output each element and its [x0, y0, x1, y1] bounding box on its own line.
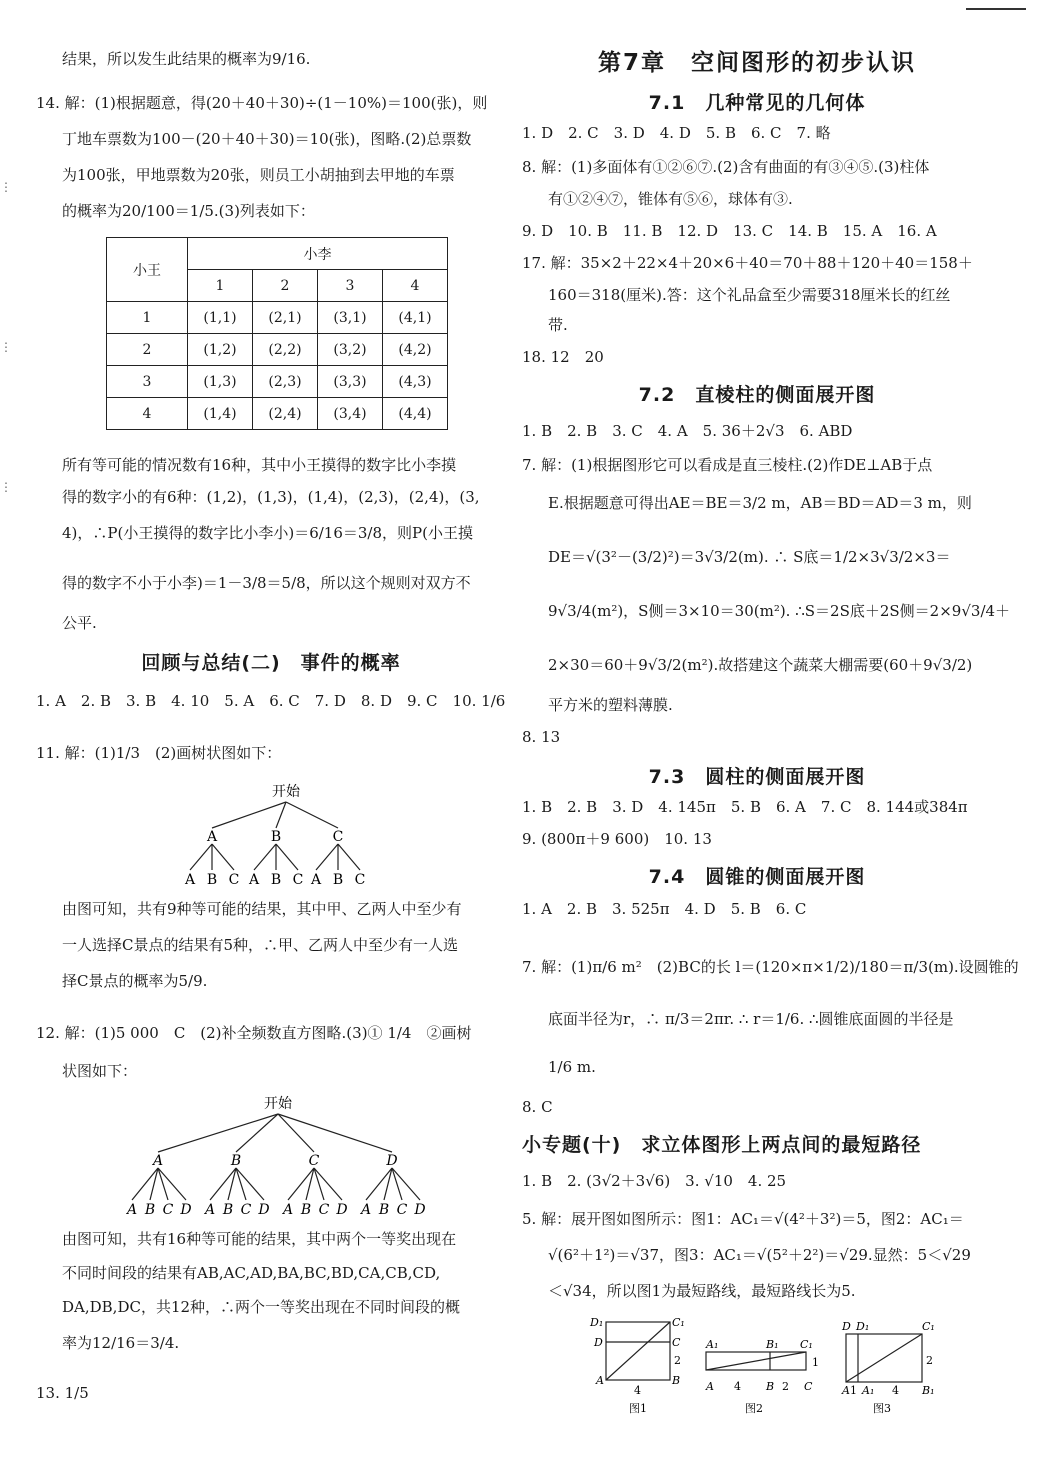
tree-leaf: C [228, 872, 240, 888]
q7-line: 2×30＝60＋9√3/2(m²).故搭建这个蔬菜大棚需要(60＋9√3/2) [548, 656, 973, 674]
q5-line: ＜√34，所以图1为最短路线，最短路线长为5. [548, 1282, 856, 1300]
table-cell: (2,1) [253, 302, 318, 334]
table-conclusion: 4)，∴P(小王摸得的数字比小李小)＝6/16＝3/8，则P(小王摸 [62, 524, 473, 542]
figure-label: 图3 [873, 1402, 891, 1415]
table-col: 1 [188, 270, 253, 302]
table-conclusion: 得的数字小的有6种：(1,2)，(1,3)，(1,4)，(2,3)，(2,4)，(3, [62, 488, 480, 506]
table-corner: 小王 [107, 238, 188, 302]
tree-node: D [386, 1153, 398, 1169]
table-col: 2 [253, 270, 318, 302]
tree-node: B [270, 829, 282, 845]
q13-line: 13. 1/5 [36, 1384, 89, 1402]
tree-leaf: C [354, 872, 366, 888]
tree-leaf: C [162, 1202, 174, 1218]
svg-text:A₁: A₁ [706, 1338, 719, 1351]
tree-node: C [308, 1153, 320, 1169]
probability-table [106, 237, 448, 430]
review-title: 回顾与总结(二) 事件的概率 [141, 652, 401, 674]
svg-text:C: C [804, 1380, 813, 1393]
tree-leaf: C [240, 1202, 252, 1218]
edge-fragment: ⋮ [0, 340, 12, 354]
tree-leaf: D [336, 1202, 348, 1218]
q5-line: √(6²＋1²)＝√37，图3：AC₁＝√(5²＋2²)＝√29.显然：5＜√29 [548, 1246, 971, 1264]
svg-text:2: 2 [782, 1380, 789, 1393]
q8-line: 8. 13 [522, 728, 561, 746]
svg-text:2: 2 [926, 1354, 933, 1367]
svg-text:4: 4 [734, 1380, 741, 1393]
q17-line: 17. 解：35×2＋22×4＋20×6＋40＝70＋88＋120＋40＝158＋ [522, 254, 973, 272]
review-answers: 1. A 2. B 3. B 4. 10 5. A 6. C 7. D 8. D 9. C 10. 1/6 [36, 692, 506, 710]
tree-node: A [152, 1153, 164, 1169]
q7-line: 底面半径为r，∴ π/3＝2πr. ∴ r＝1/6. ∴圆锥底面圆的半径是 [548, 1010, 954, 1028]
tree-leaf: A [282, 1202, 294, 1218]
svg-text:1: 1 [850, 1384, 857, 1397]
tree-node: B [230, 1153, 242, 1169]
svg-text:C: C [672, 1336, 681, 1349]
svg-text:B₁: B₁ [766, 1338, 779, 1351]
table-col-header: 小李 [188, 238, 448, 270]
svg-text:4: 4 [892, 1384, 899, 1397]
q7-line: 平方米的塑料薄膜. [548, 696, 673, 714]
tree-leaf: D [258, 1202, 270, 1218]
tree-node: A [206, 829, 218, 845]
q8-line: 有①②④⑦，锥体有⑤⑥，球体有③. [548, 190, 793, 208]
figure-label: 图2 [745, 1402, 763, 1415]
q7-line: 7. 解：(1)π/6 m² (2)BC的长 l＝(120×π×1/2)/180＝π/3(m).设圆锥的 [522, 958, 1019, 976]
tree-leaf: A [360, 1202, 372, 1218]
q12-conclusion: 由图可知，共有16种等可能的结果，其中两个一等奖出现在 [62, 1230, 457, 1248]
topic-title: 小专题(十) 求立体图形上两点间的最短路径 [522, 1134, 922, 1156]
q14-line: 丁地车票数为100－(20＋40＋30)＝10(张)，图略.(2)总票数 [62, 130, 472, 148]
table-cell: (4,2) [383, 334, 448, 366]
table-cell: (2,3) [253, 366, 318, 398]
svg-text:C₁: C₁ [800, 1338, 813, 1351]
tree-root: 开始 [264, 1096, 292, 1112]
section-7-4-title: 7.4 圆锥的侧面展开图 [648, 866, 866, 888]
corner-mark [966, 8, 1026, 13]
answers: 1. A 2. B 3. 525π 4. D 5. B 6. C [522, 900, 807, 918]
tree-leaf: A [310, 872, 322, 888]
figure-label: 图1 [629, 1402, 647, 1415]
svg-text:A: A [706, 1380, 714, 1393]
q12-conclusion: 率为12/16＝3/4. [62, 1334, 180, 1352]
tree-leaf: B [222, 1202, 234, 1218]
table-conclusion: 得的数字不小于小李)＝1－3/8＝5/8，所以这个规则对双方不 [62, 574, 471, 592]
tree-leaf: B [144, 1202, 156, 1218]
table-cell: (1,3) [188, 366, 253, 398]
intro-line: 结果，所以发生此结果的概率为9/16. [62, 50, 311, 68]
tree-leaf: A [248, 872, 260, 888]
tree-leaf: C [292, 872, 304, 888]
answers: 1. B 2. B 3. C 4. A 5. 36＋2√3 6. ABD [522, 422, 853, 440]
q7-line: 9√3/4(m²)，S侧＝3×10＝30(m²). ∴S＝2S底＋2S侧＝2×9√3/4＋ [548, 602, 1011, 620]
svg-text:B: B [672, 1374, 681, 1387]
svg-text:C₁: C₁ [672, 1316, 685, 1329]
table-cell: (1,4) [188, 398, 253, 430]
svg-text:C₁: C₁ [922, 1320, 935, 1333]
row-head: 4 [107, 398, 188, 430]
section-7-2-title: 7.2 直棱柱的侧面展开图 [638, 384, 876, 406]
svg-text:4: 4 [634, 1384, 641, 1397]
table-cell: (2,2) [253, 334, 318, 366]
answers: 1. B 2. B 3. D 4. 145π 5. B 6. A 7. C 8. 144或384π [522, 798, 968, 816]
svg-text:D₁: D₁ [590, 1316, 604, 1329]
tree-leaf: A [184, 872, 196, 888]
tree-node: C [332, 829, 344, 845]
tree-leaf: D [414, 1202, 426, 1218]
row-head: 2 [107, 334, 188, 366]
q14-line: 的概率为20/100＝1/5.(3)列表如下： [62, 202, 315, 220]
table-row [107, 366, 448, 398]
q12-conclusion: DA,DB,DC，共12种，∴两个一等奖出现在不同时间段的概 [62, 1298, 461, 1316]
table-row [107, 334, 448, 366]
table-cell: (3,3) [318, 366, 383, 398]
q12-line: 12. 解：(1)5 000 C (2)补全频数直方图略.(3)① 1/4 ②画树 [36, 1024, 472, 1042]
tree-diagram-1 [176, 780, 396, 890]
answers: 1. B 2. (3√2＋3√6) 3. √10 4. 25 [522, 1172, 787, 1190]
section-7-3-title: 7.3 圆柱的侧面展开图 [648, 766, 866, 788]
chapter-title: 第7章 空间图形的初步认识 [597, 50, 916, 76]
svg-text:A₁: A₁ [862, 1384, 875, 1397]
answers: 9. (800π＋9 600) 10. 13 [522, 830, 712, 848]
svg-text:D: D [842, 1320, 851, 1333]
tree-leaf: D [180, 1202, 192, 1218]
svg-text:A: A [842, 1384, 850, 1397]
edge-fragment: ⋮ [0, 180, 12, 194]
table-cell: (1,2) [188, 334, 253, 366]
table-col: 3 [318, 270, 383, 302]
tree-leaf: A [126, 1202, 138, 1218]
q11-conclusion: 择C景点的概率为5/9. [62, 972, 208, 990]
q5-line: 5. 解：展开图如图所示：图1：AC₁＝√(4²＋3²)＝5，图2：AC₁＝ [522, 1210, 964, 1228]
q17-line: 160＝318(厘米).答：这个礼品盒至少需要318厘米长的红丝 [548, 286, 951, 304]
tree-leaf: B [378, 1202, 390, 1218]
table-cell: (4,3) [383, 366, 448, 398]
table-cell: (4,4) [383, 398, 448, 430]
q11-line: 11. 解：(1)1/3 (2)画树状图如下： [36, 744, 282, 762]
tree-leaf: B [300, 1202, 312, 1218]
tree-diagram-2 [114, 1090, 454, 1220]
table-cell: (3,2) [318, 334, 383, 366]
table-col: 4 [383, 270, 448, 302]
table-row [107, 302, 448, 334]
svg-text:2: 2 [674, 1354, 681, 1367]
tree-leaf: C [396, 1202, 408, 1218]
q14-line: 14. 解：(1)根据题意，得(20＋40＋30)÷(1－10%)＝100(张)，则 [36, 94, 488, 112]
table-conclusion: 公平. [62, 614, 97, 632]
q17-line: 带. [548, 316, 568, 334]
q12-line: 状图如下： [62, 1062, 138, 1080]
svg-text:D₁: D₁ [856, 1320, 870, 1333]
svg-text:B: B [766, 1380, 775, 1393]
table-cell: (3,1) [318, 302, 383, 334]
q7-line: 7. 解：(1)根据图形它可以看成是直三棱柱.(2)作DE⊥AB于点 [522, 456, 933, 474]
row-head: 1 [107, 302, 188, 334]
tree-leaf: B [206, 872, 218, 888]
table-conclusion: 所有等可能的情况数有16种，其中小王摸得的数字比小李摸 [62, 456, 457, 474]
q18-line: 18. 12 20 [522, 348, 604, 366]
answers: 1. D 2. C 3. D 4. D 5. B 6. C 7. 略 [522, 124, 831, 142]
q12-conclusion: 不同时间段的结果有AB,AC,AD,BA,BC,BD,CA,CB,CD, [62, 1264, 441, 1282]
table-cell: (1,1) [188, 302, 253, 334]
q7-line: E.根据题意可得出AE＝BE＝3/2 m，AB＝BD＝AD＝3 m，则 [548, 494, 972, 512]
tree-root: 开始 [272, 784, 300, 800]
table-cell: (3,4) [318, 398, 383, 430]
q8-line: 8. C [522, 1098, 553, 1116]
q11-conclusion: 由图可知，共有9种等可能的结果，其中甲、乙两人中至少有 [62, 900, 462, 918]
tree-leaf: C [318, 1202, 330, 1218]
table-cell: (4,1) [383, 302, 448, 334]
tree-leaf: B [332, 872, 344, 888]
q7-line: DE＝√(3²－(3/2)²)＝3√3/2(m). ∴ S底＝1/2×3√3/2×3＝ [548, 548, 951, 566]
q14-line: 为100张，甲地票数为20张，则员工小胡抽到去甲地的车票 [62, 166, 455, 184]
q7-line: 1/6 m. [548, 1058, 596, 1076]
svg-text:B₁: B₁ [922, 1384, 935, 1397]
q8-line: 8. 解：(1)多面体有①②⑥⑦.(2)含有曲面的有③④⑤.(3)柱体 [522, 158, 930, 176]
svg-text:D: D [594, 1336, 603, 1349]
tree-leaf: B [270, 872, 282, 888]
answers: 9. D 10. B 11. B 12. D 13. C 14. B 15. A 16. A [522, 222, 937, 240]
row-head: 3 [107, 366, 188, 398]
section-7-1-title: 7.1 几种常见的几何体 [648, 92, 866, 114]
table-cell: (2,4) [253, 398, 318, 430]
svg-text:A: A [596, 1374, 604, 1387]
unfold-figures [582, 1312, 952, 1416]
q11-conclusion: 一人选择C景点的结果有5种，∴甲、乙两人中至少有一人选 [62, 936, 459, 954]
table-row [107, 398, 448, 430]
svg-text:1: 1 [812, 1356, 819, 1369]
tree-leaf: A [204, 1202, 216, 1218]
edge-fragment: ⋮ [0, 480, 12, 494]
